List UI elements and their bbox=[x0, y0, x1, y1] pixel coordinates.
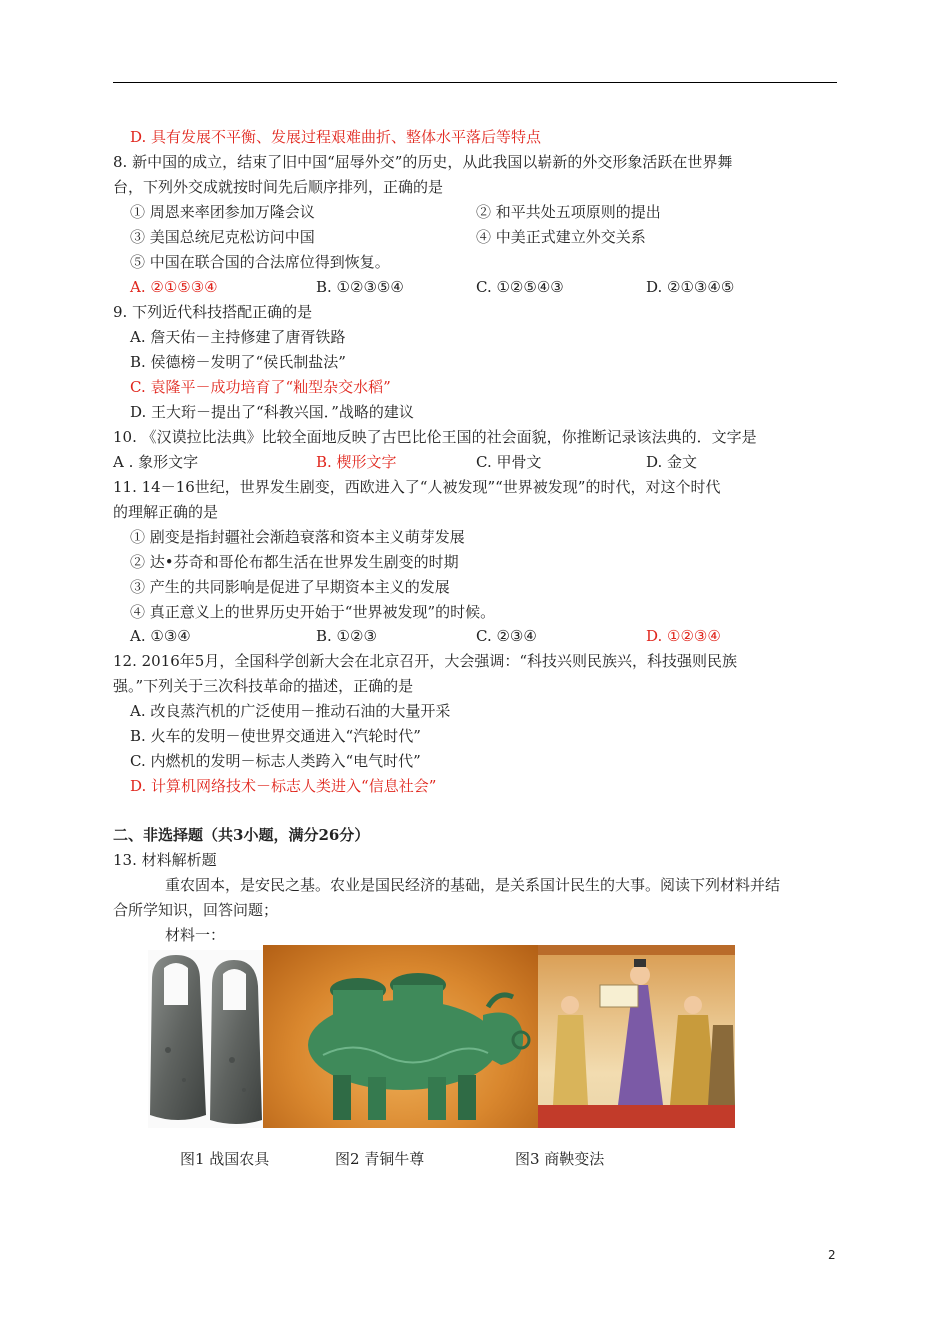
q12-option-d: D. 计算机网络技术－标志人类进入“信息社会” bbox=[130, 777, 437, 795]
q11-option-d: D. ①②③④ bbox=[646, 627, 721, 645]
q11-stem-line1: 11. 14－16世纪，世界发生剧变，西欧进入了“人被发现”“世界被发现”的时代，对这个时代 bbox=[113, 478, 721, 496]
q10-option-a: A . 象形文字 bbox=[113, 453, 199, 471]
q11-option-a: A. ①③④ bbox=[130, 627, 191, 645]
q11-option-c: C. ②③④ bbox=[476, 627, 537, 645]
q11-item: ③ 产生的共同影响是促进了早期资本主义的发展 bbox=[130, 578, 450, 596]
q8-item: ④ 中美正式建立外交关系 bbox=[476, 228, 646, 246]
q11-stem-line2: 的理解正确的是 bbox=[113, 503, 219, 521]
q12-option-c: C. 内燃机的发明－标志人类跨入“电气时代” bbox=[130, 752, 421, 770]
q8-option-b: B. ①②③⑤④ bbox=[316, 278, 404, 296]
q13-title: 13. 材料解析题 bbox=[113, 851, 217, 869]
q10-option-b: B. 楔形文字 bbox=[316, 453, 397, 471]
q10-option-c: C. 甲骨文 bbox=[476, 453, 542, 471]
figure2-bronze-ox-image bbox=[263, 945, 538, 1128]
q10-stem: 10. 《汉谟拉比法典》比较全面地反映了古巴比伦王国的社会面貌，你推断记录该法典的．文字是 bbox=[113, 428, 757, 446]
figure1-farm-tools-image bbox=[148, 950, 263, 1128]
q10-option-d: D. 金文 bbox=[646, 453, 698, 471]
q8-stem-line2: 台，下列外交成就按时间先后顺序排列，正确的是 bbox=[113, 178, 444, 196]
q8-option-a: A. ②①⑤③④ bbox=[130, 278, 218, 296]
q8-option-c: C. ①②⑤④③ bbox=[476, 278, 564, 296]
q11-option-b: B. ①②③ bbox=[316, 627, 377, 645]
q9-option-b: B. 侯德榜－发明了“侯氏制盐法” bbox=[130, 353, 346, 371]
q8-item: ⑤ 中国在联合国的合法席位得到恢复。 bbox=[130, 253, 390, 271]
q8-item: ② 和平共处五项原则的提出 bbox=[476, 203, 661, 221]
q8-option-d: D. ②①③④⑤ bbox=[646, 278, 735, 296]
q9-option-d: D. 王大珩－提出了“科教兴国．”战略的建议 bbox=[130, 403, 414, 421]
q9-stem: 9. 下列近代科技搭配正确的是 bbox=[113, 303, 313, 321]
page-number: 2 bbox=[828, 1248, 836, 1262]
q11-item: ① 剧变是指封疆社会渐趋衰落和资本主义萌芽发展 bbox=[130, 528, 465, 546]
material-label: 材料一： bbox=[165, 926, 226, 944]
figure3-caption: 图3 商鞅变法 bbox=[515, 1150, 605, 1168]
figure2-caption: 图2 青铜牛尊 bbox=[335, 1150, 425, 1168]
q9-option-c: C. 袁隆平－成功培育了“籼型杂交水稻” bbox=[130, 378, 391, 396]
q11-item: ④ 真正意义上的世界历史开始于“世界被发现”的时候。 bbox=[130, 603, 496, 621]
q12-stem-line2: 强。”下列关于三次科技革命的描述，正确的是 bbox=[113, 677, 414, 695]
q8-item: ③ 美国总统尼克松访问中国 bbox=[130, 228, 315, 246]
q13-intro-line2: 合所学知识，回答问题； bbox=[113, 901, 279, 919]
q7-option-d: D. 具有发展不平衡、发展过程艰难曲折、整体水平落后等特点 bbox=[130, 128, 542, 146]
figure3-shang-yang-reform-image bbox=[538, 945, 735, 1128]
q12-option-a: A. 改良蒸汽机的广泛使用－推动石油的大量开采 bbox=[130, 702, 451, 720]
section-heading: 二、非选择题（共3小题，满分26分） bbox=[113, 826, 370, 844]
q13-intro-line1: 重农固本，是安民之基。农业是国民经济的基础，是关系国计民生的大事。阅读下列材料并结 bbox=[165, 876, 781, 894]
q8-stem-line1: 8. 新中国的成立，结束了旧中国“屈辱外交”的历史，从此我国以崭新的外交形象活跃在世界舞 bbox=[113, 153, 733, 171]
q11-item: ② 达•芬奇和哥伦布都生活在世界发生剧变的时期 bbox=[130, 553, 459, 571]
q8-item: ① 周恩来率团参加万隆会议 bbox=[130, 203, 315, 221]
q9-option-a: A. 詹天佑－主持修建了唐胥铁路 bbox=[130, 328, 346, 346]
header-rule bbox=[113, 82, 837, 83]
q12-stem-line1: 12. 2016年5月，全国科学创新大会在北京召开，大会强调：“科技兴则民族兴，科技强则民族 bbox=[113, 652, 738, 670]
figure1-caption: 图1 战国农具 bbox=[180, 1150, 270, 1168]
q12-option-b: B. 火车的发明－使世界交通进入“汽轮时代” bbox=[130, 727, 421, 745]
